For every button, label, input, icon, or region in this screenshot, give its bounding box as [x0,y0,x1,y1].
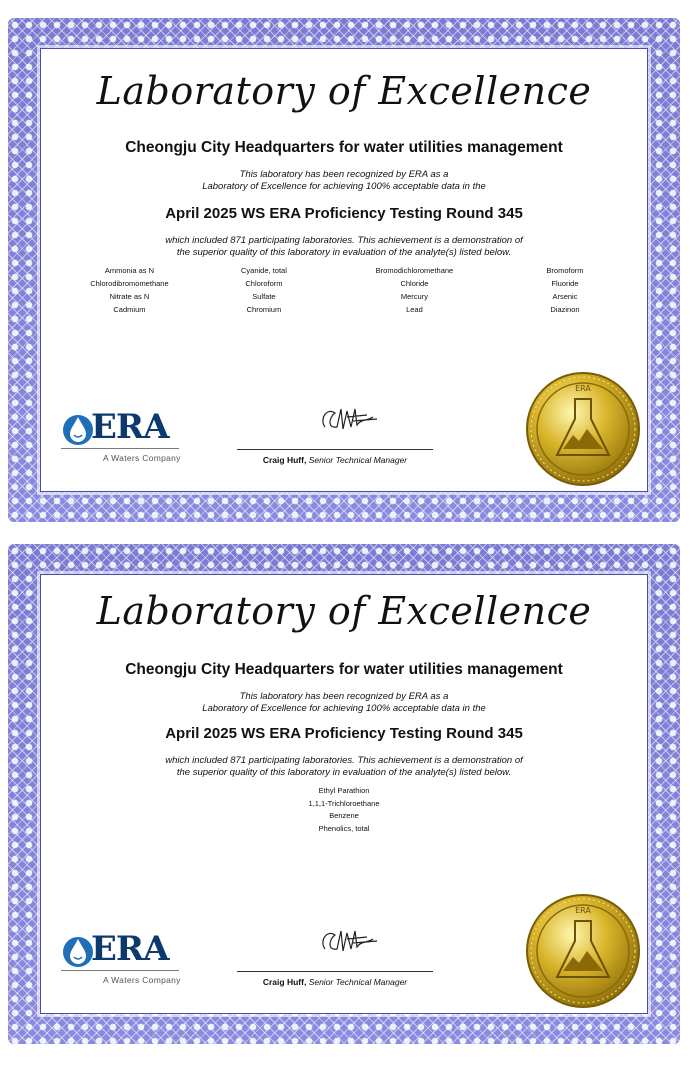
certificate-title: Laboratory of Excellence [96,589,592,633]
analyte: Mercury [400,292,428,301]
proficiency-round: April 2025 WS ERA Proficiency Testing Round 345 [165,725,523,742]
gold-seal [523,369,643,489]
certificate-body [40,48,648,492]
recognition-line-2: Laboratory of Excellence for achieving 100% acceptable data in the [202,181,486,192]
analyte: Cyanide, total [241,266,287,275]
analyte: 1,1,1-Trichloroethane [308,798,380,808]
logo-wordmark: ERA [91,929,169,969]
analyte: Bromoform [546,266,584,275]
gold-seal [523,891,643,1011]
logo-tagline: A Waters Company [103,975,181,985]
signature-line [237,449,433,450]
achievement-text [41,235,647,258]
analyte: Cadmium [113,305,146,314]
signature-line [237,971,433,972]
analyte: Diazinon [550,305,580,314]
achievement-line-2: the superior quality of this laboratory in evaluation of the analyte(s) listed below. [176,246,512,258]
analyte: Chlorodibromomethane [90,279,169,288]
logo-tagline: A Waters Company [103,453,181,463]
analyte: Phenolics, total [318,823,370,833]
era-logo [61,929,181,993]
recognition-text [41,169,647,193]
analyte: Arsenic [552,292,578,301]
seal-text: ERA [575,906,591,915]
water-drop-icon [61,933,95,969]
signature-scribble [317,921,387,961]
achievement-line-2: the superior quality of this laboratory in evaluation of the analyte(s) listed below. [176,766,512,778]
analyte-list [41,785,647,835]
achievement-line-1: which included 871 participating laboratories. This achievement is a demonstration of [165,235,523,246]
signature-scribble [317,399,387,439]
analyte: Ammonia as N [104,266,155,275]
certificate-body [40,574,648,1014]
certificate-1 [8,18,680,522]
analyte: Benzene [329,811,359,820]
certificate-title: Laboratory of Excellence [96,69,592,113]
proficiency-round: April 2025 WS ERA Proficiency Testing Round 345 [165,205,523,222]
analyte: Chromium [246,305,282,314]
logo-wordmark: ERA [91,407,169,447]
analyte: Chloroform [245,279,283,288]
analyte: Fluoride [551,279,579,288]
signer [237,455,433,465]
recognition-line-1: This laboratory has been recognized by ERA as a [239,691,449,702]
signer [237,977,433,987]
recognition-line-2: Laboratory of Excellence for achieving 100% acceptable data in the [202,703,486,714]
achievement-text [41,755,647,778]
analyte-grid [59,265,629,315]
analyte: Chloride [400,279,429,288]
logo-divider [61,448,179,449]
laboratory-name: Cheongju City Headquarters for water utilities management [125,661,563,678]
logo-divider [61,970,179,971]
certificate-2 [8,544,680,1044]
analyte: Ethyl Parathion [318,786,370,795]
signer-title: Senior Technical Manager [308,455,408,465]
analyte: Nitrate as N [109,292,150,301]
signature-block [237,399,433,469]
analyte: Lead [406,305,423,314]
signature-block [237,921,433,991]
analyte: Bromodichloromethane [375,266,454,275]
signer-title: Senior Technical Manager [308,977,408,987]
water-drop-icon [61,411,95,447]
achievement-line-1: which included 871 participating laboratories. This achievement is a demonstration of [165,755,523,766]
laboratory-name: Cheongju City Headquarters for water utilities management [125,139,563,156]
signer-name: Craig Huff, [262,455,307,465]
recognition-text [41,691,647,715]
signer-name: Craig Huff, [262,977,307,987]
seal-text: ERA [575,384,591,393]
era-logo [61,407,181,471]
recognition-line-1: This laboratory has been recognized by ERA as a [239,169,449,180]
analyte: Sulfate [252,292,276,301]
